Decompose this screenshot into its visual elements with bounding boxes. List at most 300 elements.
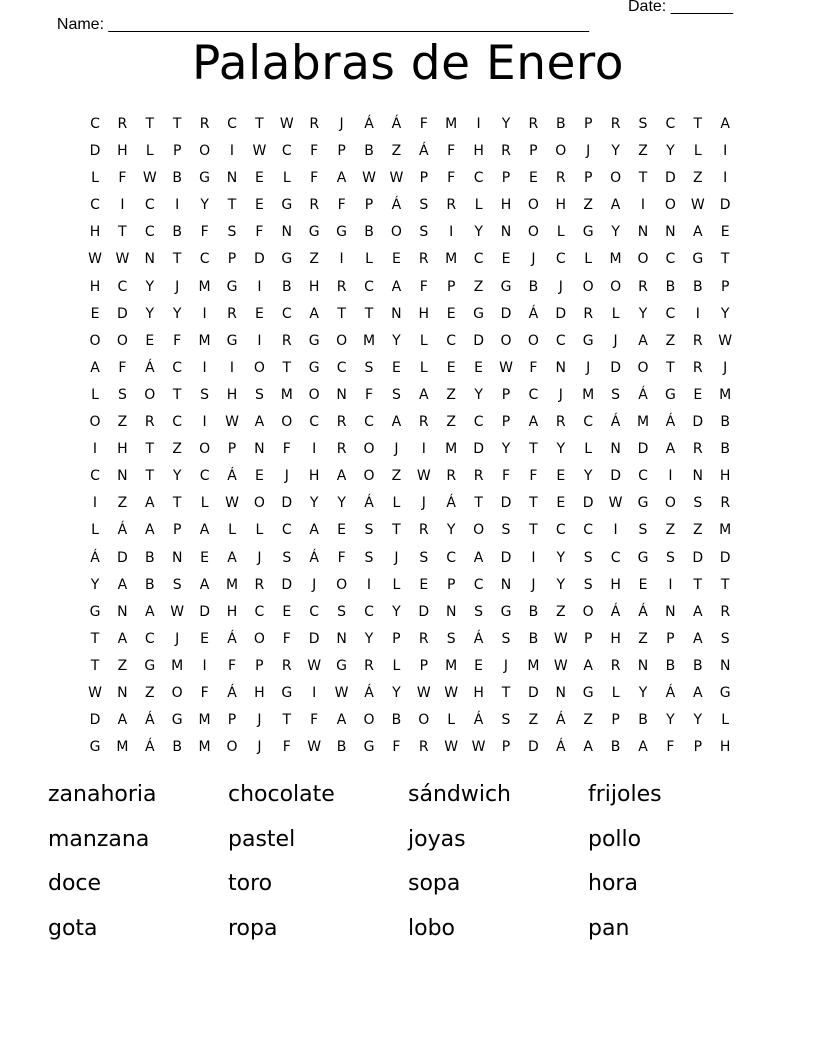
grid-letter: P (529, 143, 538, 160)
grid-letter: W (334, 684, 349, 701)
grid-letter: T (282, 712, 292, 729)
grid-letter: Á (364, 684, 374, 701)
grid-letter: Y (172, 468, 182, 485)
grid-letter: O (363, 712, 375, 729)
grid-letter: T (172, 116, 182, 132)
grid-letter: M (719, 522, 732, 539)
grid-letter: R (692, 359, 703, 376)
name-field-label: Name: ______________________________________________________ (56, 16, 589, 33)
grid-letter: C (90, 197, 100, 214)
word-search-grid (84, 111, 734, 761)
grid-row (84, 545, 734, 572)
grid-letter: M (225, 576, 239, 593)
grid-letter: O (527, 224, 539, 241)
grid-letter: O (171, 684, 183, 701)
word-bank-item: sopa (408, 871, 461, 896)
grid-letter: Z (583, 712, 593, 729)
grid-letter: A (610, 197, 621, 214)
grid-letter: S (583, 549, 593, 566)
grid-letter: T (529, 522, 538, 539)
grid-letter: B (281, 278, 292, 295)
grid-letter: O (253, 630, 265, 647)
grid-letter: H (226, 386, 238, 403)
grid-row (84, 626, 734, 653)
grid-letter: N (555, 359, 567, 376)
grid-letter: P (446, 576, 456, 593)
grid-letter: D (555, 305, 567, 322)
grid-letter: P (583, 170, 593, 187)
grid-letter: P (419, 657, 429, 674)
grid-letter: D (254, 251, 265, 268)
grid-letter: E (337, 522, 347, 539)
grid-letter: C (610, 549, 621, 566)
grid-letter: H (555, 197, 567, 214)
grid-letter: Y (666, 712, 675, 729)
word-bank-item: pastel (228, 826, 296, 852)
grid-letter: A (145, 495, 155, 512)
grid-letter: D (199, 603, 210, 620)
grid-letter: M (719, 386, 732, 403)
grid-letter: F (282, 739, 291, 756)
grid-letter: A (391, 278, 402, 295)
grid-letter: C (555, 522, 566, 539)
grid-letter: Á (473, 630, 484, 647)
grid-letter: C (583, 414, 594, 431)
grid-letter: L (584, 251, 593, 268)
grid-letter: A (419, 386, 429, 403)
grid-letter: Á (90, 549, 100, 566)
grid-letter: R (144, 414, 155, 431)
grid-letter: R (610, 116, 621, 132)
grid-letter: T (529, 495, 538, 512)
grid-letter: Z (117, 657, 128, 674)
grid-letter: O (363, 441, 375, 458)
page-title: Palabras de Enero (192, 36, 624, 91)
grid-letter: F (118, 170, 127, 187)
grid-letter: J (723, 359, 728, 376)
grid-letter: R (336, 441, 347, 458)
grid-letter: S (638, 116, 648, 132)
grid-letter: R (281, 657, 292, 674)
grid-letter: Á (638, 386, 648, 403)
grid-letter: C (446, 549, 457, 566)
grid-letter: R (555, 170, 566, 187)
grid-letter: W (88, 251, 102, 268)
grid-letter: A (693, 224, 703, 241)
grid-letter: F (529, 359, 538, 376)
grid-letter: I (723, 143, 728, 160)
grid-letter: P (583, 630, 593, 647)
grid-letter: J (531, 576, 536, 593)
grid-letter: J (586, 359, 591, 376)
grid-letter: B (528, 278, 539, 295)
grid-letter: C (254, 603, 265, 620)
grid-letter: Á (227, 630, 237, 647)
grid-letter: L (91, 170, 99, 187)
grid-letter: J (312, 576, 317, 593)
grid-letter: P (583, 116, 593, 132)
grid-row (84, 463, 734, 490)
grid-letter: Y (446, 522, 456, 539)
grid-letter: R (418, 522, 429, 539)
grid-letter: P (611, 712, 620, 729)
word-bank-item: sándwich (408, 782, 511, 807)
grid-letter: L (91, 522, 99, 539)
grid-letter: L (392, 495, 401, 512)
grid-letter: L (556, 224, 565, 241)
grid-letter: R (254, 576, 265, 593)
grid-letter: I (202, 359, 207, 376)
grid-letter: T (337, 305, 346, 322)
grid-letter: I (202, 657, 207, 674)
grid-letter: J (586, 143, 591, 160)
grid-letter: C (172, 359, 183, 376)
grid-letter: H (719, 739, 731, 756)
grid-letter: C (473, 170, 484, 187)
grid-letter: W (115, 251, 130, 268)
grid-letter: A (336, 468, 347, 485)
grid-letter: Á (145, 359, 155, 376)
grid-letter: G (582, 224, 594, 241)
grid-letter: R (418, 414, 429, 431)
grid-letter: G (719, 684, 731, 701)
grid-letter: I (92, 441, 98, 458)
grid-letter: O (253, 359, 265, 376)
grid-letter: F (310, 170, 319, 187)
grid-letter: Z (473, 278, 484, 295)
grid-letter: W (444, 684, 459, 701)
grid-letter: E (391, 251, 401, 268)
grid-letter: P (227, 441, 237, 458)
grid-letter: F (282, 630, 291, 647)
grid-letter: O (473, 522, 485, 539)
grid-letter: W (471, 739, 486, 756)
grid-letter: Z (309, 251, 319, 268)
grid-letter: Á (145, 739, 155, 756)
grid-letter: I (229, 359, 235, 376)
grid-letter: R (473, 468, 484, 485)
grid-letter: G (500, 278, 512, 295)
grid-letter: W (718, 332, 733, 349)
grid-letter: C (144, 197, 155, 214)
grid-letter: E (145, 332, 155, 349)
grid-letter: R (309, 197, 320, 214)
grid-letter: S (611, 386, 621, 403)
grid-letter: Á (446, 495, 456, 512)
grid-letter: L (584, 441, 593, 458)
grid-letter: S (364, 359, 374, 376)
grid-letter: I (723, 170, 728, 187)
grid-letter: D (500, 549, 512, 566)
grid-letter: H (719, 468, 731, 485)
grid-letter: S (501, 630, 511, 647)
word-bank-item: ropa (228, 915, 278, 941)
grid-letter: Y (200, 197, 209, 214)
grid-letter: D (418, 603, 430, 620)
grid-letter: B (144, 576, 155, 593)
grid-letter: A (473, 549, 484, 566)
grid-letter: G (308, 332, 320, 349)
grid-row (84, 734, 734, 761)
grid-letter: I (202, 305, 207, 322)
grid-letter: W (690, 197, 705, 214)
grid-letter: H (473, 684, 484, 701)
grid-letter: C (528, 386, 539, 403)
grid-row (84, 382, 734, 409)
grid-letter: M (582, 386, 595, 403)
grid-letter: Z (391, 143, 402, 160)
grid-letter: W (444, 739, 459, 756)
grid-letter: L (392, 576, 401, 593)
grid-letter: N (391, 305, 402, 322)
grid-letter: I (312, 684, 317, 701)
grid-letter: E (419, 576, 429, 593)
grid-letter: D (500, 495, 512, 512)
grid-letter: D (117, 549, 128, 566)
grid-letter: O (418, 712, 430, 729)
grid-letter: I (668, 576, 673, 593)
grid-letter: A (583, 657, 593, 674)
grid-letter: Z (172, 441, 182, 458)
grid-letter: O (527, 197, 539, 214)
grid-letter: C (638, 468, 648, 485)
grid-letter: Á (364, 495, 374, 512)
grid-letter: S (200, 386, 210, 403)
grid-letter: E (474, 657, 484, 674)
grid-letter: H (117, 143, 128, 160)
grid-letter: O (144, 386, 156, 403)
grid-letter: T (693, 576, 703, 593)
grid-letter: J (175, 278, 180, 295)
grid-letter: T (720, 251, 730, 268)
grid-letter: P (172, 522, 182, 539)
grid-letter: N (445, 603, 457, 620)
grid-letter: I (476, 116, 481, 132)
grid-letter: M (445, 251, 458, 268)
grid-letter: L (447, 712, 456, 729)
grid-letter: O (336, 332, 348, 349)
grid-letter: H (226, 603, 238, 620)
grid-letter: B (528, 630, 539, 647)
grid-letter: O (116, 332, 128, 349)
grid-letter: F (337, 549, 346, 566)
grid-letter: A (145, 522, 155, 539)
grid-letter: Z (693, 522, 703, 539)
grid-letter: Á (556, 712, 566, 729)
grid-letter: J (175, 630, 180, 647)
grid-letter: L (611, 684, 620, 701)
grid-letter: T (227, 197, 237, 214)
grid-row (84, 111, 734, 138)
grid-letter: C (309, 414, 320, 431)
grid-letter: D (281, 495, 293, 512)
grid-letter: I (92, 495, 98, 512)
grid-letter: J (613, 332, 618, 349)
grid-letter: O (637, 251, 649, 268)
grid-letter: I (312, 441, 317, 458)
grid-letter: S (254, 386, 264, 403)
grid-letter: Y (501, 116, 511, 132)
grid-letter: H (473, 143, 484, 160)
grid-letter: A (90, 359, 100, 376)
grid-letter: Z (638, 630, 648, 647)
grid-letter: S (391, 386, 401, 403)
grid-letter: B (144, 549, 155, 566)
grid-letter: N (719, 657, 731, 674)
grid-letter: W (416, 684, 431, 701)
grid-row (84, 517, 734, 544)
grid-letter: Z (446, 386, 456, 403)
grid-letter: E (638, 576, 648, 593)
grid-letter: D (117, 305, 128, 322)
grid-letter: Y (145, 278, 155, 295)
grid-letter: Y (364, 630, 374, 647)
grid-letter: C (473, 251, 484, 268)
grid-letter: A (665, 441, 676, 458)
grid-letter: C (281, 305, 292, 322)
grid-letter: B (665, 657, 676, 674)
grid-letter: S (720, 630, 730, 647)
grid-letter: P (501, 414, 511, 431)
grid-letter: N (500, 576, 512, 593)
grid-letter: F (173, 332, 182, 349)
grid-letter: J (531, 251, 536, 268)
grid-letter: Z (117, 414, 128, 431)
grid-letter: N (226, 170, 238, 187)
grid-letter: M (280, 386, 293, 403)
grid-letter: W (307, 657, 322, 674)
grid-letter: F (529, 468, 538, 485)
grid-letter: I (120, 197, 125, 214)
grid-letter: A (309, 305, 319, 322)
grid-letter: R (720, 603, 731, 620)
grid-letter: C (364, 278, 374, 295)
grid-letter: Á (227, 684, 237, 701)
grid-letter: S (337, 603, 347, 620)
grid-letter: H (610, 630, 621, 647)
grid-letter: T (90, 657, 100, 674)
grid-letter: N (117, 684, 128, 701)
grid-letter: Y (611, 224, 620, 241)
grid-letter: Á (227, 468, 237, 485)
grid-letter: I (613, 522, 618, 539)
grid-letter: W (608, 495, 623, 512)
grid-letter: T (145, 468, 155, 485)
grid-letter: E (556, 495, 566, 512)
grid-letter: G (473, 305, 485, 322)
grid-letter: O (637, 359, 649, 376)
grid-letter: Y (172, 305, 182, 322)
grid-letter: S (117, 386, 127, 403)
grid-letter: F (310, 712, 319, 729)
grid-letter: O (89, 332, 101, 349)
grid-letter: Y (145, 305, 155, 322)
grid-letter: B (638, 712, 648, 729)
word-bank-item: gota (48, 915, 98, 941)
grid-letter: R (199, 116, 210, 132)
grid-letter: Y (90, 576, 100, 593)
grid-letter: O (664, 197, 676, 214)
grid-letter: F (501, 468, 511, 485)
grid-letter: P (501, 739, 511, 756)
grid-letter: G (226, 278, 238, 295)
grid-letter: C (665, 116, 676, 132)
grid-letter: N (665, 603, 676, 620)
grid-letter: C (665, 305, 676, 322)
grid-letter: G (637, 549, 649, 566)
grid-letter: J (394, 549, 399, 566)
grid-letter: O (664, 495, 676, 512)
grid-letter: I (175, 197, 180, 214)
grid-letter: R (610, 657, 621, 674)
grid-letter: E (90, 305, 100, 322)
word-bank-item: zanahoria (48, 782, 157, 807)
grid-letter: Á (528, 305, 539, 322)
grid-letter: Y (666, 143, 675, 160)
grid-letter: L (611, 305, 620, 322)
grid-letter: M (362, 332, 376, 349)
grid-row (84, 301, 734, 328)
grid-letter: D (665, 170, 676, 187)
grid-letter: C (199, 468, 210, 485)
grid-letter: A (693, 630, 703, 647)
grid-letter: I (421, 441, 426, 458)
grid-letter: H (610, 576, 621, 593)
grid-letter: Y (556, 576, 566, 593)
grid-letter: L (200, 495, 209, 512)
grid-letter: R (720, 495, 731, 512)
grid-letter: W (499, 359, 513, 376)
grid-letter: B (610, 739, 621, 756)
grid-letter: R (336, 278, 347, 295)
grid-letter: B (172, 739, 182, 756)
grid-letter: O (582, 278, 594, 295)
grid-letter: C (90, 468, 100, 485)
grid-letter: B (720, 441, 730, 458)
grid-letter: I (695, 305, 700, 322)
grid-letter: Y (392, 684, 401, 701)
grid-letter: A (693, 603, 703, 620)
grid-letter: Y (474, 224, 483, 241)
grid-letter: S (501, 522, 511, 539)
grid-letter: G (500, 603, 512, 620)
grid-letter: G (692, 251, 704, 268)
grid-letter: W (170, 603, 185, 620)
grid-letter: E (501, 251, 511, 268)
grid-letter: H (89, 224, 101, 241)
grid-letter: M (198, 739, 211, 756)
grid-letter: R (692, 332, 703, 349)
grid-letter: S (474, 603, 484, 620)
grid-letter: N (254, 441, 265, 458)
grid-letter: Y (392, 332, 401, 349)
grid-letter: L (255, 522, 264, 539)
grid-letter: F (392, 739, 401, 756)
grid-letter: N (117, 603, 128, 620)
grid-letter: M (171, 657, 184, 674)
grid-letter: O (555, 143, 567, 160)
grid-letter: C (555, 251, 566, 268)
grid-letter: T (720, 576, 730, 593)
grid-letter: Z (693, 170, 703, 187)
grid-letter: E (556, 468, 566, 485)
grid-letter: D (719, 197, 731, 214)
grid-letter: G (281, 197, 293, 214)
grid-letter: F (255, 224, 264, 241)
grid-letter: R (528, 116, 539, 132)
grid-letter: O (336, 576, 348, 593)
word-bank-item: toro (228, 871, 273, 896)
